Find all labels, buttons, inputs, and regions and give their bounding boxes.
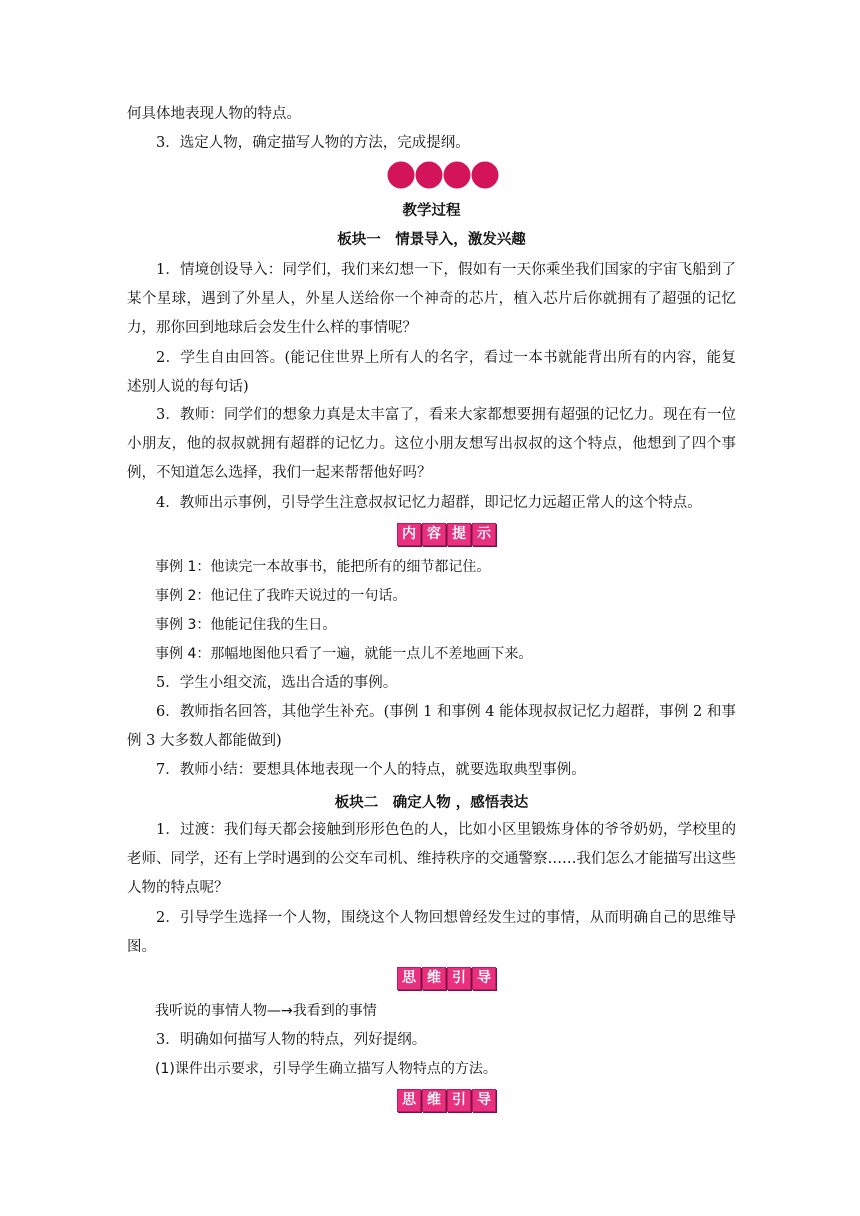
- tag-char: 引: [447, 1089, 471, 1112]
- content-tip-label: [397, 523, 496, 546]
- block2-title: 板块二 确定人物 ，感悟表达: [334, 794, 529, 811]
- tag-char: 内: [397, 523, 421, 546]
- goal-3: 3．选定人物，确定描写人物的方法，完成提纲。: [156, 135, 470, 151]
- section-title: 教学过程: [402, 202, 461, 219]
- example-4: 事例 4：那幅地图他只看了一遍，就能一点儿不差地画下来。: [155, 646, 533, 662]
- tag-char: 思: [397, 1089, 421, 1112]
- block1-paragraph-6: 6．教师指名回答，其他学生补充。(事例 1 和事例 4 能体现叔叔记忆力超群，事例 2 和事例 3 大多数人都能做到): [127, 704, 736, 749]
- block1-title: 板块一 情景导入，激发兴趣: [337, 231, 526, 248]
- block1-paragraph-1: 1．情境创设导入：同学们，我们来幻想一下，假如有一天你乘坐我们国家的宇宙飞船到了某个星球，遇到了外星人，外星人送给你一个神奇的芯片，植入芯片后你就拥有了超强的记忆力，那你回到地球后会发生什么样的事情呢？: [127, 262, 736, 336]
- thinking-guide-label: [397, 967, 496, 990]
- block1-paragraph-3: 3．教师：同学们的想象力真是太丰富了，看来大家都想要拥有超强的记忆力。现在有一位小朋友，他的叔叔就拥有超群的记忆力。这位小朋友想写出叔叔的这个特点，他想到了四个事例，不知道怎么选择，我们一起来帮帮他好吗？: [127, 407, 736, 481]
- tag-char: 思: [397, 967, 421, 990]
- tag-char: 引: [447, 967, 471, 990]
- block2-paragraph-3: 3．明确如何描写人物的特点，列好提纲。: [156, 1032, 427, 1048]
- intro-continuation: 何具体地表现人物的特点。: [127, 106, 301, 122]
- tag-char: 维: [422, 1089, 446, 1112]
- block1-paragraph-5: 5．学生小组交流，选出合适的事例。: [156, 675, 398, 691]
- mindmap-text: 我听说的事情人物—→我看到的事情: [155, 1003, 377, 1019]
- example-2: 事例 2：他记住了我昨天说过的一句话。: [155, 588, 407, 604]
- tag-char: 维: [422, 967, 446, 990]
- tag-char: 导: [472, 967, 496, 990]
- block1-paragraph-4: 4．教师出示事例，引导学生注意叔叔记忆力超群，即记忆力远超正常人的这个特点。: [156, 495, 702, 511]
- thinking-guide-label-2: [397, 1089, 496, 1112]
- tag-char: 容: [422, 523, 446, 546]
- block1-paragraph-2: 2．学生自由回答。(能记住世界上所有人的名字，看过一本书就能背出所有的内容，能复述别人说的每句话): [127, 350, 736, 395]
- example-1: 事例 1：他读完一本故事书，能把所有的细节都记住。: [155, 559, 491, 575]
- tag-char: 示: [472, 523, 496, 546]
- block2-paragraph-1: 1．过渡：我们每天都会接触到形形色色的人，比如小区里锻炼身体的爷爷奶奶，学校里的老师、同学，还有上学时遇到的公交车司机、维持秩序的交通警察……我们怎么才能描写出这些人物的特点呢？: [127, 822, 736, 896]
- block1-paragraph-7: 7．教师小结：要想具体地表现一个人的特点，就要选取典型事例。: [156, 762, 586, 778]
- block2-paragraph-3a: (1)课件出示要求，引导学生确立描写人物特点的方法。: [155, 1061, 497, 1077]
- tag-char: 提: [447, 523, 471, 546]
- block2-paragraph-2: 2．引导学生选择一个人物，围绕这个人物回想曾经发生过的事情，从而明确自己的思维导图。: [127, 910, 736, 955]
- decorative-circles: [386, 160, 502, 190]
- example-3: 事例 3：他能记住我的生日。: [155, 617, 337, 633]
- tag-char: 导: [472, 1089, 496, 1112]
